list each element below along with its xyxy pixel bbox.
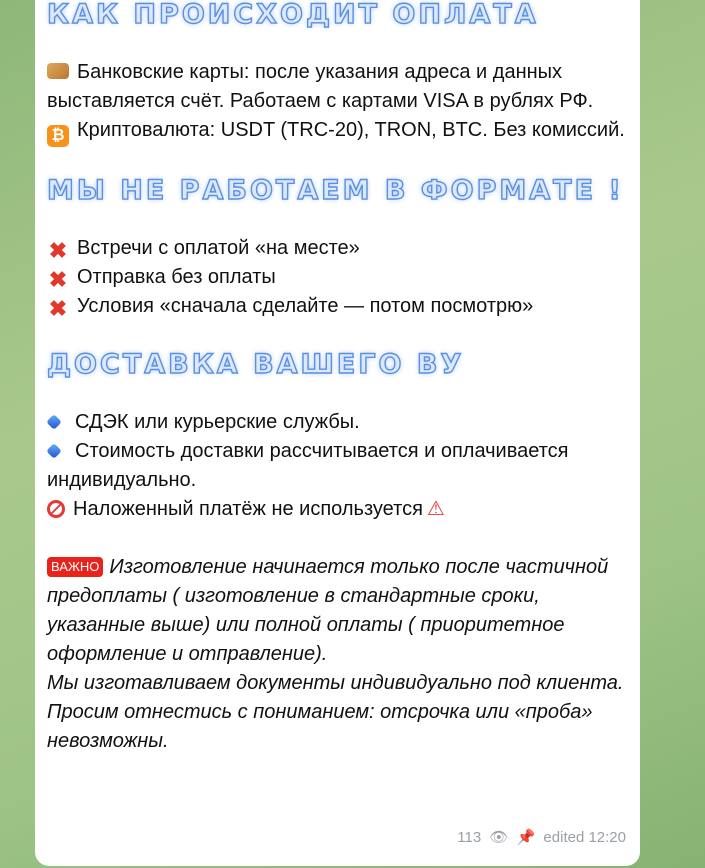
list-item: ✖ Встречи с оплатой «на месте» [48,237,360,263]
view-count: 113 [457,829,482,846]
pin-icon: 📌 [516,829,536,846]
list-item: ✖ Условия «сначала сделайте — потом посмотрю» [48,295,534,321]
blue-diamond-icon [46,414,62,430]
cross-icon: ✖ [48,267,68,292]
warning-icon: ⚠ [426,498,445,520]
edited-time: edited 12:20 [543,829,626,846]
credit-card-icon [47,63,69,79]
bitcoin-icon: ₿ [47,125,69,147]
payment-heading: КАК ПРОИСХОДИТ ОПЛАТА [47,0,539,30]
message-text [47,0,626,756]
cross-icon: ✖ [48,238,68,263]
blue-diamond-icon [46,443,62,459]
list-item: Стоимость доставки рассчитывается и оплачивается индивидуально. [47,440,569,491]
not-work-heading: МЫ НЕ РАБОТАЕМ В ФОРМАТЕ ! [47,175,624,206]
message-bubble [35,0,640,866]
list-item: Наложенный платёж не используется ⚠ [47,495,626,524]
prohibited-icon [47,500,65,518]
eye-icon: 👁 [489,829,509,846]
cross-icon: ✖ [48,296,68,321]
final-note: Мы изготавливаем документы индивидуально под клиента. Просим отнестись с пониманием: отсрочка или «проба» невозможны. [47,672,624,752]
payment-item-cards: Банковские карты: после указания адреса и данных выставляется счёт. Работаем с картами VISA в рублях РФ. [47,61,594,112]
payment-item-crypto: ₿ Криптовалюта: USDT (TRC-20), TRON, BTC. Без комиссий. [47,116,626,147]
important-note: ВАЖНО Изготовление начинается только после частичной предоплаты ( изготовление в стандартные сроки, указанные выше) или полной оплаты ( приоритетное оформление и отправление). [47,556,609,665]
important-badge: ВАЖНО [47,557,103,577]
delivery-heading: ДОСТАВКА ВАШЕГО ВУ [47,349,465,380]
list-item: ✖ Отправка без оплаты [48,266,276,292]
message-meta [453,828,626,846]
list-item: СДЭК или курьерские службы. [47,408,626,437]
